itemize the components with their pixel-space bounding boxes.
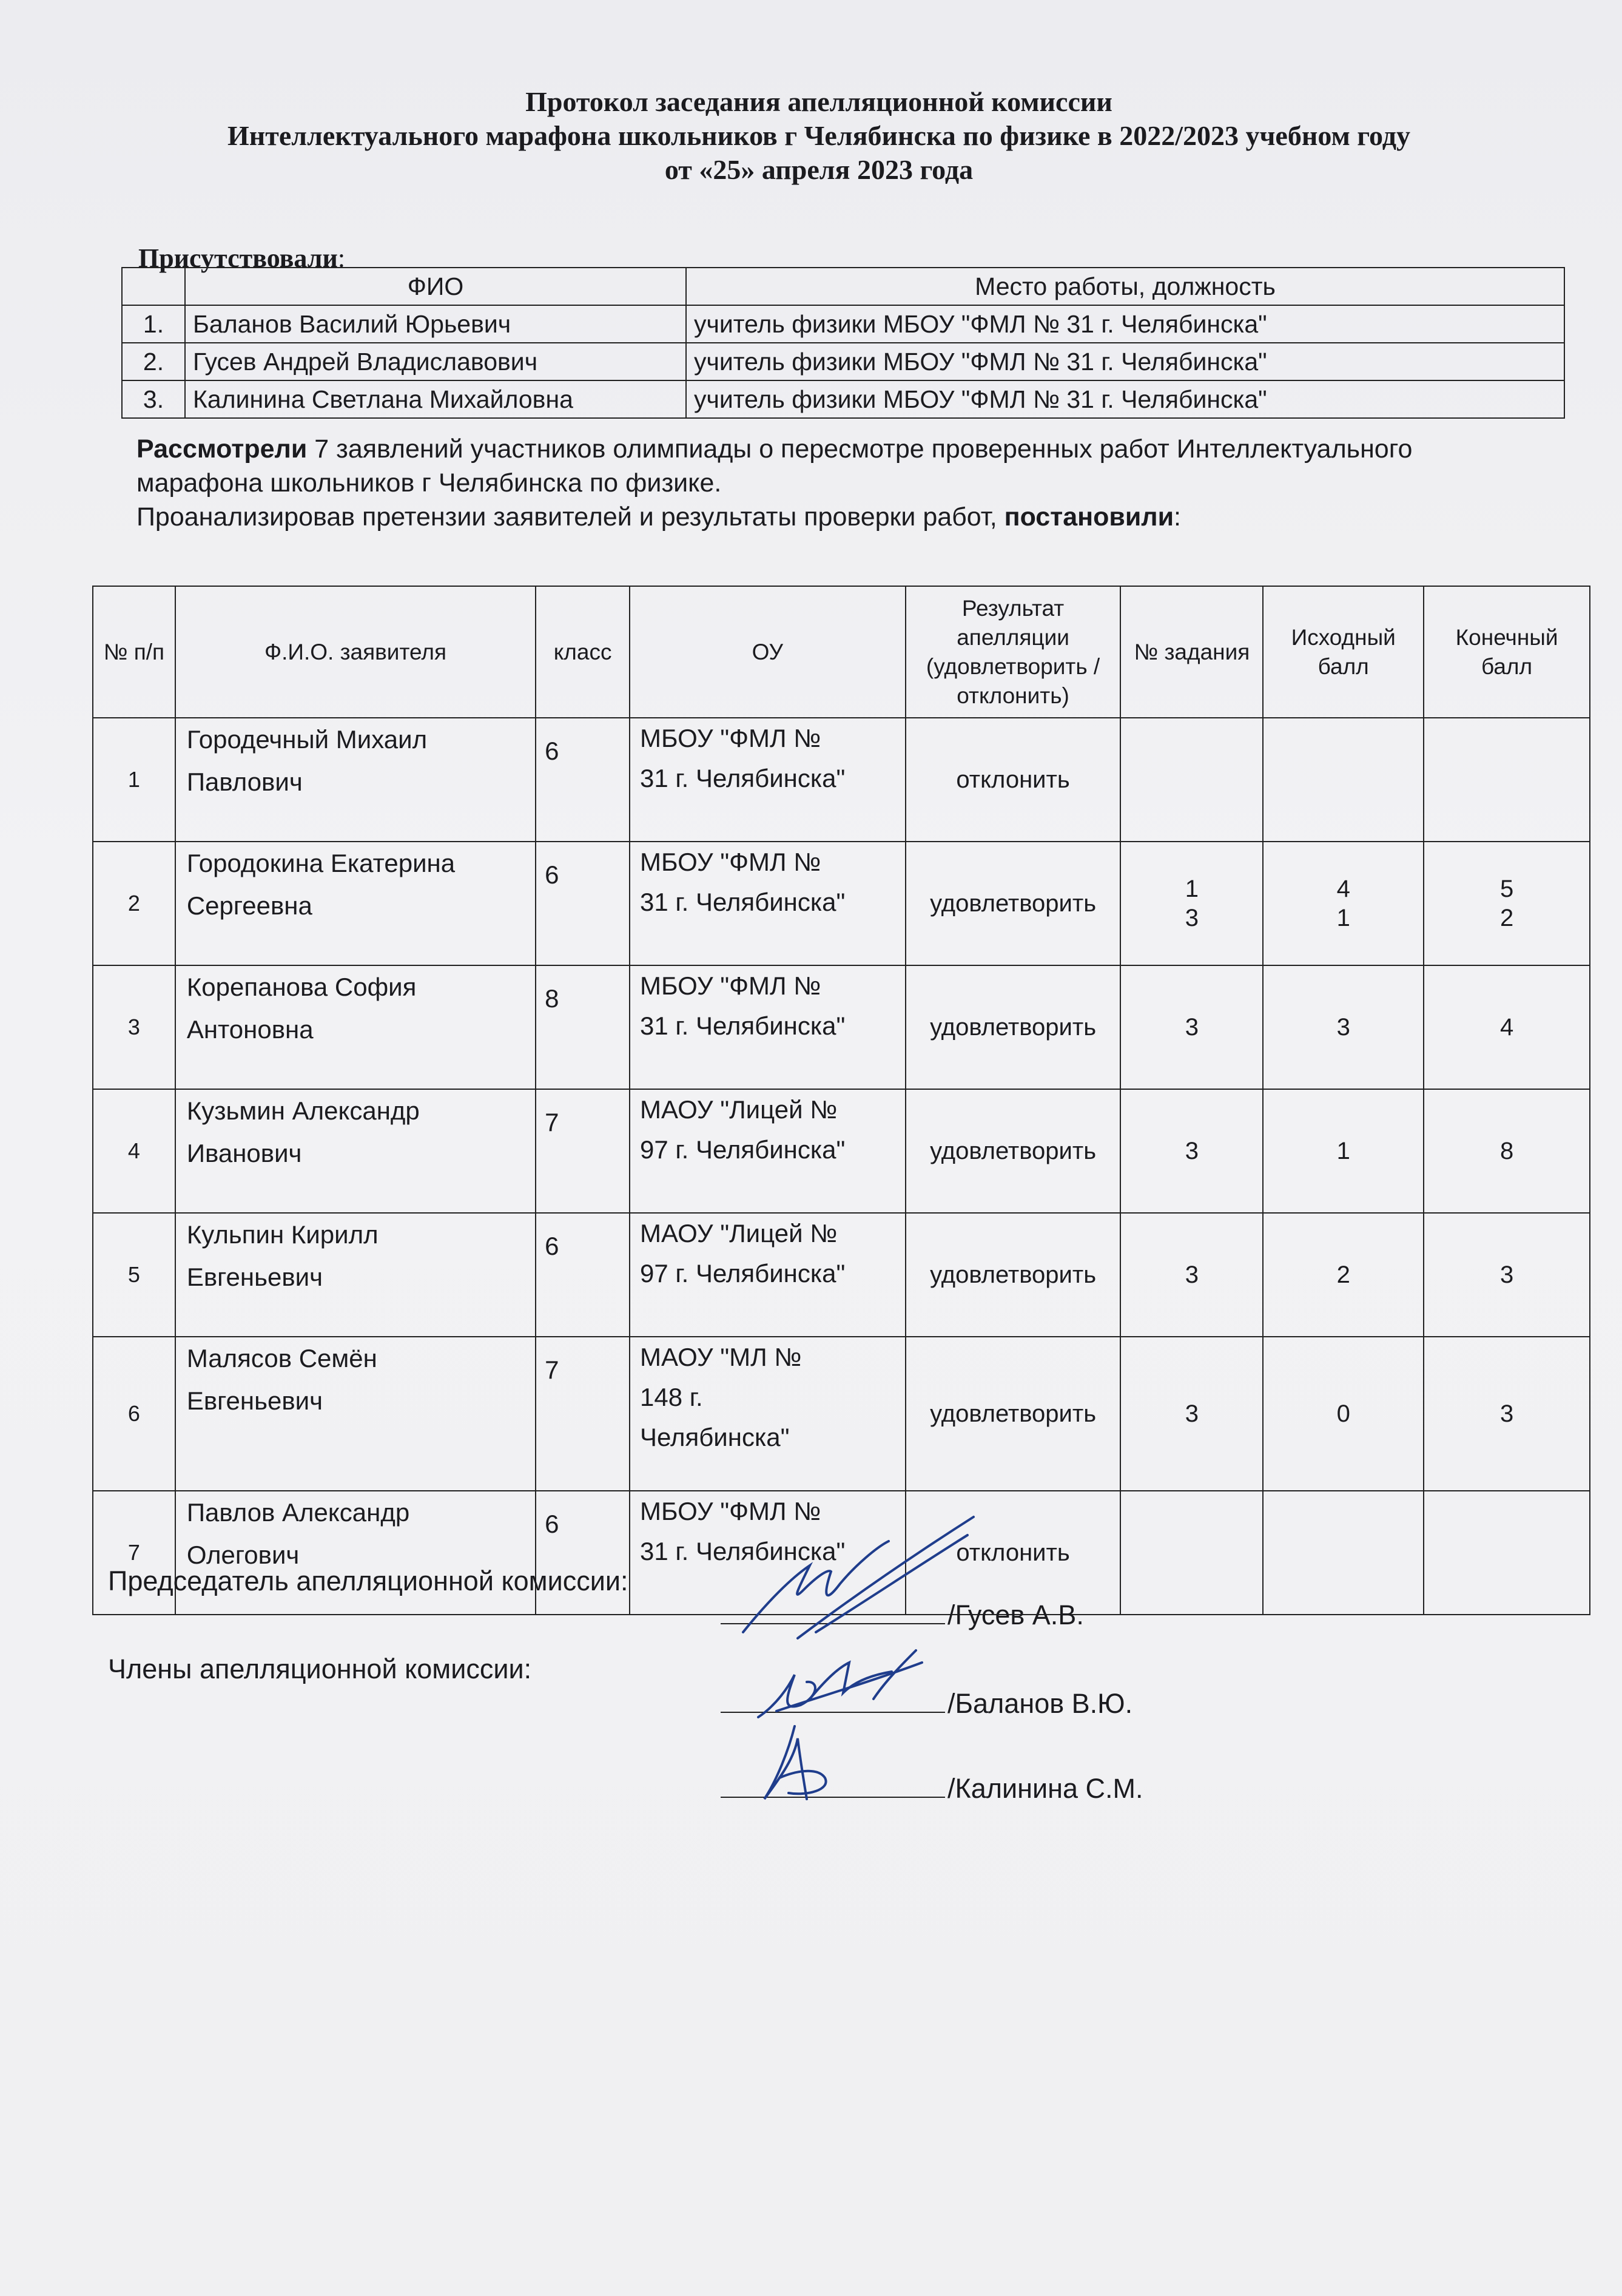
appellant-class-line: 6 <box>545 860 559 889</box>
header-name: Ф.И.О. заявителя <box>175 586 536 718</box>
appellant-name-line: Евгеньевич <box>186 1263 323 1291</box>
header-school: ОУ <box>630 586 906 718</box>
appellant-name <box>175 965 536 1089</box>
appeal-result <box>906 965 1121 1089</box>
appellant-school <box>630 842 906 965</box>
appeal-num <box>93 1089 175 1213</box>
task-number-line: 3 <box>1185 1138 1199 1164</box>
attendee-place: учитель физики МБОУ "ФМЛ № 31 г. Челябинска" <box>686 380 1564 418</box>
attendee-name: Калинина Светлана Михайловна <box>185 380 686 418</box>
appellant-school <box>630 1089 906 1213</box>
decision-paragraph <box>136 432 1532 534</box>
appellant-school-line: Челябинска" <box>640 1423 790 1451</box>
appellant-school-line: 31 г. Челябинска" <box>640 1011 846 1040</box>
appellant-name-line: Городечный Михаил <box>186 725 428 754</box>
appellant-school <box>630 965 906 1089</box>
appellant-school-line: МБОУ "ФМЛ № <box>640 724 821 752</box>
appellant-name-line: Малясов Семён <box>186 1344 377 1373</box>
final-score-line: 4 <box>1499 1014 1514 1041</box>
original-score-line: 2 <box>1336 1261 1350 1288</box>
appeal-result-line: удовлетворить <box>930 1261 1097 1288</box>
member1-signature-icon <box>752 1638 934 1729</box>
task-number <box>1120 718 1263 842</box>
title-line-1: Протокол заседания апелляционной комиссии <box>525 86 1112 117</box>
original-score-line: 3 <box>1336 1014 1350 1041</box>
appeal-num <box>93 1337 175 1491</box>
appellant-school-line: 31 г. Челябинска" <box>640 888 846 916</box>
final-score-line: 5 <box>1499 876 1514 902</box>
task-number <box>1120 1089 1263 1213</box>
appeal-result-line: удовлетворить <box>930 890 1097 917</box>
task-number-line: 3 <box>1185 1400 1199 1427</box>
appellant-name-line: Кузьмин Александр <box>186 1096 420 1125</box>
header-class: класс <box>536 586 630 718</box>
appeal-num-line: 2 <box>127 891 140 916</box>
appellant-name-line: Павлович <box>186 768 303 796</box>
appeal-result-line: удовлетворить <box>930 1400 1097 1427</box>
attendees-header-fio: ФИО <box>185 268 686 305</box>
original-score-line: 1 <box>1336 1138 1350 1164</box>
signature-section <box>0 1547 1622 1851</box>
appeals-table <box>92 586 1590 1615</box>
appeal-num <box>93 718 175 842</box>
appellant-name-line: Городокина Екатерина <box>186 849 456 877</box>
table-row <box>93 1089 1590 1213</box>
appellant-class <box>536 965 630 1089</box>
appellant-name-line: Корепанова София <box>186 973 417 1001</box>
original-score-line: 4 <box>1336 876 1350 902</box>
final-score-line: 3 <box>1499 1261 1514 1288</box>
appellant-name-line: Сергеевна <box>186 891 312 920</box>
appeal-result-line: отклонить <box>956 766 1070 793</box>
appellant-name <box>175 1213 536 1337</box>
appellant-school-line: МБОУ "ФМЛ № <box>640 1497 821 1525</box>
table-row <box>93 965 1590 1089</box>
task-number-line: 1 <box>1185 876 1199 902</box>
appellant-school <box>630 718 906 842</box>
final-score-line: 2 <box>1499 905 1514 931</box>
appeal-num-line: 4 <box>127 1138 140 1163</box>
header-result: Результат апелляции (удовлетворить /отклонить) <box>906 586 1121 718</box>
chair-name: /Гусев А.В. <box>947 1599 1084 1630</box>
appellant-class-line: 6 <box>545 737 559 765</box>
appellant-class-line: 6 <box>545 1232 559 1260</box>
appellant-class-line: 8 <box>545 984 559 1013</box>
appeal-num-line: 6 <box>127 1401 140 1426</box>
table-row <box>122 343 1564 380</box>
attendees-header-row <box>122 268 1564 305</box>
appeal-num-line: 1 <box>127 767 140 792</box>
decision-bold-resolved: постановили <box>1004 502 1174 532</box>
final-score <box>1424 1337 1590 1491</box>
appeal-result-line: удовлетворить <box>930 1013 1097 1041</box>
attendees-table <box>121 267 1565 419</box>
appellant-name-line: Евгеньевич <box>186 1386 323 1415</box>
attendee-place: учитель физики МБОУ "ФМЛ № 31 г. Челябинска" <box>686 343 1564 380</box>
decision-bold-considered: Рассмотрели <box>136 434 308 464</box>
appeal-num <box>93 1213 175 1337</box>
decision-text-1: 7 заявлений участников олимпиады о пересмотре проверенных работ Интеллектуального марафона школьников г Челябинска по физике. <box>136 434 1413 498</box>
appellant-school-line: МАОУ "Лицей № <box>640 1095 838 1124</box>
appellant-school-line: 97 г. Челябинска" <box>640 1259 846 1288</box>
table-row <box>93 718 1590 842</box>
attendee-num: 1. <box>122 305 185 343</box>
original-score-line: 0 <box>1336 1400 1350 1427</box>
attendee-name: Гусев Андрей Владиславович <box>185 343 686 380</box>
chair-label: Председатель апелляционной комиссии: <box>108 1565 628 1596</box>
decision-line-1 <box>136 432 1532 500</box>
header-task: № задания <box>1120 586 1263 718</box>
header-original-score: Исходный балл <box>1263 586 1424 718</box>
appellant-class <box>536 1337 630 1491</box>
appeal-num-line: 5 <box>127 1262 140 1287</box>
attendee-num: 2. <box>122 343 185 380</box>
appellant-name-line: Антоновна <box>186 1015 314 1044</box>
appeal-result <box>906 1089 1121 1213</box>
appellant-name <box>175 842 536 965</box>
appellant-school-line: МБОУ "ФМЛ № <box>640 971 821 1000</box>
table-row <box>93 842 1590 965</box>
title-line-3: от «25» апреля 2023 года <box>664 154 974 185</box>
appellant-name <box>175 1089 536 1213</box>
member1-name: /Баланов В.Ю. <box>947 1688 1133 1719</box>
original-score <box>1263 1213 1424 1337</box>
appeals-header-row <box>93 586 1590 718</box>
attendees-label-bold: Присутствовали <box>138 243 338 273</box>
appellant-school-line: 31 г. Челябинска" <box>640 764 846 792</box>
final-score-line: 3 <box>1499 1400 1514 1427</box>
task-number-line: 3 <box>1185 1261 1199 1288</box>
appellant-class <box>536 1213 630 1337</box>
attendee-num: 3. <box>122 380 185 418</box>
decision-text-2: Проанализировав претензии заявителей и результаты проверки работ, <box>136 502 1004 532</box>
attendees-header-num <box>122 268 185 305</box>
appellant-name-line: Иванович <box>186 1139 302 1167</box>
final-score <box>1424 1089 1590 1213</box>
appellant-school-line: МАОУ "МЛ № <box>640 1343 802 1371</box>
appeal-result <box>906 842 1121 965</box>
appellant-school-line: 148 г. <box>640 1383 703 1411</box>
attendees-header-place: Место работы, должность <box>686 268 1564 305</box>
appellant-name <box>175 718 536 842</box>
appeal-result <box>906 1337 1121 1491</box>
original-score <box>1263 842 1424 965</box>
appellant-class-line: 6 <box>545 1510 559 1538</box>
task-number <box>1120 842 1263 965</box>
header-final-score: Конечный балл <box>1424 586 1590 718</box>
title-line-2: Интеллектуального марафона школьников г Челябинска по физике в 2022/2023 учебном году <box>227 120 1410 151</box>
final-score-line: 8 <box>1499 1138 1514 1164</box>
appeals-body <box>93 718 1590 1615</box>
appeal-result <box>906 718 1121 842</box>
appellant-name-line: Олегович <box>186 1541 300 1569</box>
original-score-line: 1 <box>1336 905 1350 931</box>
document-title <box>152 85 1486 187</box>
table-row <box>93 1213 1590 1337</box>
appellant-school <box>630 1213 906 1337</box>
original-score <box>1263 1089 1424 1213</box>
task-number <box>1120 1213 1263 1337</box>
final-score <box>1424 1213 1590 1337</box>
final-score <box>1424 965 1590 1089</box>
appellant-school-line: 31 г. Челябинска" <box>640 1537 846 1565</box>
member2-signature-icon <box>752 1720 849 1811</box>
appellant-name-line: Павлов Александр <box>186 1498 410 1527</box>
appellant-class-line: 7 <box>545 1356 559 1384</box>
appellant-school-line: МАОУ "Лицей № <box>640 1219 838 1248</box>
appeal-result-line: отклонить <box>956 1539 1070 1566</box>
appellant-class <box>536 1089 630 1213</box>
appellant-class-line: 7 <box>545 1108 559 1136</box>
attendees-label-colon: : <box>337 243 346 273</box>
appellant-name <box>175 1337 536 1491</box>
appeal-num <box>93 965 175 1089</box>
appellant-school-line: МБОУ "ФМЛ № <box>640 848 821 876</box>
attendee-name: Баланов Василий Юрьевич <box>185 305 686 343</box>
decision-colon: : <box>1174 502 1181 532</box>
table-row <box>122 380 1564 418</box>
original-score <box>1263 718 1424 842</box>
final-score <box>1424 842 1590 965</box>
appeal-num <box>93 842 175 965</box>
appellant-class <box>536 842 630 965</box>
appeal-num-line: 7 <box>127 1540 140 1565</box>
appeal-result <box>906 1213 1121 1337</box>
original-score <box>1263 1337 1424 1491</box>
appellant-class <box>536 718 630 842</box>
original-score <box>1263 965 1424 1089</box>
attendee-place: учитель физики МБОУ "ФМЛ № 31 г. Челябинска" <box>686 305 1564 343</box>
appellant-school-line: 97 г. Челябинска" <box>640 1135 846 1164</box>
table-row <box>93 1337 1590 1491</box>
task-number <box>1120 965 1263 1089</box>
task-number <box>1120 1337 1263 1491</box>
table-row <box>122 305 1564 343</box>
task-number-line: 3 <box>1185 905 1199 931</box>
members-label: Члены апелляционной комиссии: <box>108 1653 532 1684</box>
decision-line-2 <box>136 500 1532 534</box>
task-number-line: 3 <box>1185 1014 1199 1041</box>
appeal-num-line: 3 <box>127 1015 140 1039</box>
appellant-school <box>630 1337 906 1491</box>
header-num: № п/п <box>93 586 175 718</box>
appellant-name-line: Кульпин Кирилл <box>186 1220 379 1249</box>
appeal-result-line: удовлетворить <box>930 1137 1097 1164</box>
final-score <box>1424 718 1590 842</box>
member2-name: /Калинина С.М. <box>947 1773 1143 1804</box>
